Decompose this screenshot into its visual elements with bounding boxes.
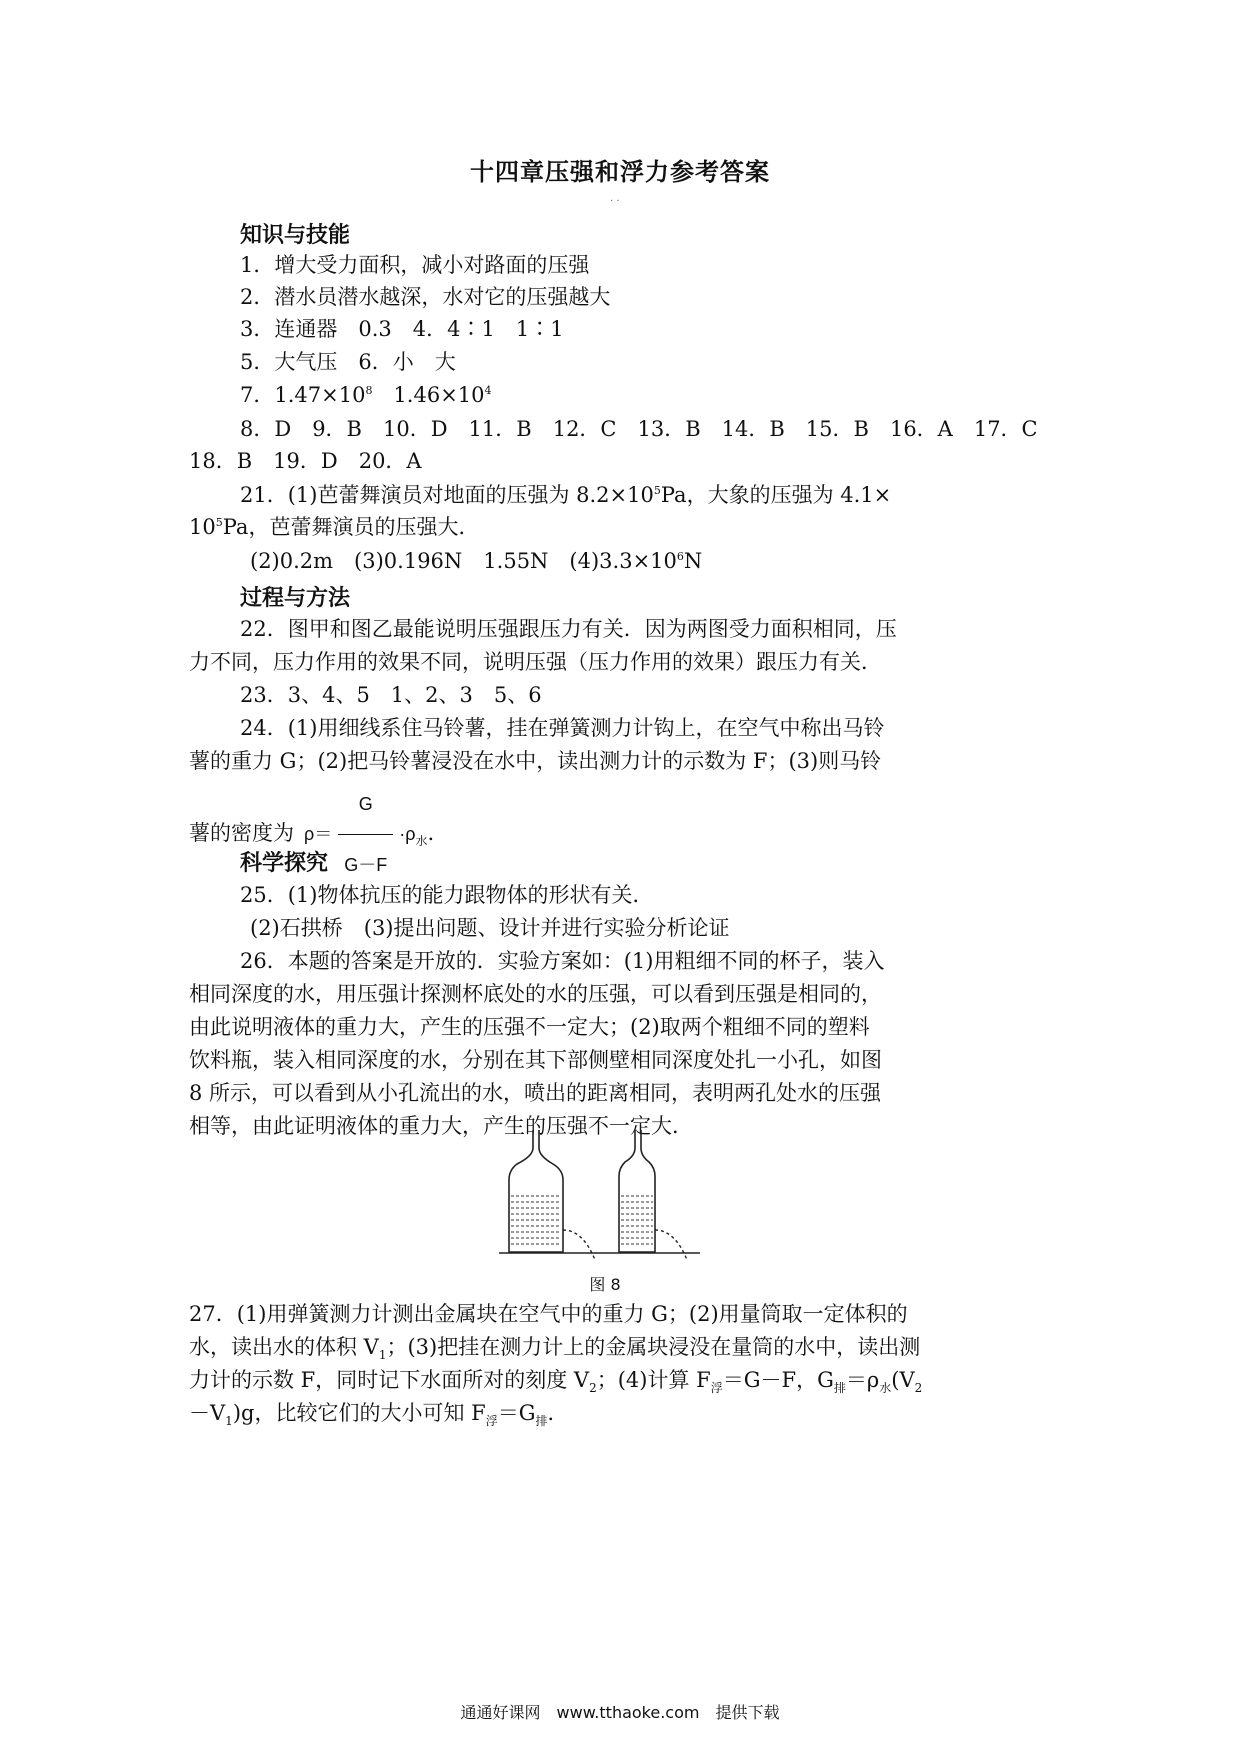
answer-27-sub1: 1 (378, 1348, 387, 1363)
answer-24-line1: 24．(1)用细线系住马铃薯，挂在弹簧测力计钩上，在空气中称出马铃 (240, 716, 885, 740)
left-water-jet (563, 1230, 595, 1260)
answer-27-sub9: 排 (535, 1414, 548, 1429)
right-bottle (619, 1130, 655, 1252)
answer-21-exp3: 6 (676, 550, 684, 563)
scan-specks: · · (610, 196, 620, 207)
right-water-jet (655, 1230, 687, 1260)
answer-8-17: 8．D 9．B 10．D 11．B 12．C 13．B 14．B 15．B 16．A 17．C (240, 417, 1038, 441)
answer-27-line4 (189, 1399, 569, 1427)
answer-27-sub6: 2 (914, 1381, 923, 1396)
answer-24-text: 薯的密度为 (189, 821, 294, 845)
section-heading-inquiry: 科学探究 (240, 851, 329, 876)
answer-27-text8: －V (189, 1401, 226, 1425)
answer-7-exp1: 8 (365, 384, 373, 397)
answer-27-sub8: 浮 (485, 1414, 498, 1429)
answer-26-line2: 相同深度的水，用压强计探测杯底处的水的压强，可以看到压强是相同的， (189, 982, 882, 1006)
answer-23: 23．3、4、5 1、2、3 5、6 (240, 683, 542, 707)
answer-25-line1: 25．(1)物体抗压的能力跟物体的形状有关． (240, 883, 654, 907)
answer-27-text5: ＝G－F，G (722, 1368, 834, 1392)
answer-26-line5: 8 所示，可以看到从小孔流出的水，喷出的距离相同，表明两孔处水的压强 (189, 1081, 882, 1105)
formula-subscript: 水 (415, 834, 428, 849)
answer-27-text9: )g，比较它们的大小可知 F (232, 1401, 486, 1425)
answer-27-text7: (V (891, 1368, 915, 1392)
right-bottle-water (621, 1196, 653, 1244)
answer-27-text10: ＝G (497, 1401, 536, 1425)
answer-27-sub7: 1 (225, 1414, 233, 1429)
answer-24-line2: 薯的重力 G；(2)把马铃薯浸没在水中，读出测力计的示数为 F；(3)则马铃 (189, 749, 882, 773)
fraction-numerator: G (338, 776, 393, 835)
answer-27-line1: 27．(1)用弹簧测力计测出金属块在空气中的重力 G；(2)用量筒取一定体积的 (189, 1302, 908, 1326)
answer-7-part2: 1.46×10 (372, 383, 485, 407)
figure-caption: 图 8 (589, 1275, 621, 1294)
answer-27-text2: ；(3)把挂在测力计上的金属块浸没在量筒的水中，读出测 (386, 1335, 921, 1359)
answer-21-exp2: 5 (215, 516, 223, 529)
answer-26-line3: 由此说明液体的重力大，产生的压强不一定大；(2)取两个粗细不同的塑料 (189, 1015, 870, 1039)
answer-21-text1: 21．(1)芭蕾舞演员对地面的压强为 8.2×10 (240, 483, 654, 507)
formula-rhs: ·ρ (399, 824, 416, 844)
answer-27-text11: ． (547, 1401, 569, 1425)
answer-27-text1: 水，读出水的体积 V (189, 1335, 379, 1359)
figure-8-bottles (495, 1130, 715, 1265)
answer-3-4: 3．连通器 0.3 4．4∶1 1∶1 (240, 317, 564, 341)
fraction-denominator: G－F (344, 855, 388, 875)
answer-22-line2: 力不同，压力作用的效果不同，说明压强（压力作用的效果）跟压力有关． (189, 650, 882, 674)
answer-21-text4: Pa，芭蕾舞演员的压强大． (222, 515, 480, 539)
answer-27-sub2: 2 (589, 1381, 597, 1396)
answer-2: 2．潜水员潜水越深，水对它的压强越大 (240, 285, 611, 309)
answer-21-exp1: 5 (653, 484, 661, 497)
answer-21-text2: Pa，大象的压强为 4.1× (660, 483, 892, 507)
answer-26-line4: 饮料瓶，装入相同深度的水，分别在其下部侧壁相同深度处扎一小孔，如图 (189, 1048, 882, 1072)
page-title: 十四章压强和浮力参考答案 (470, 158, 770, 186)
answer-22-line1: 22．图甲和图乙最能说明压强跟压力有关．因为两图受力面积相同，压 (240, 617, 897, 641)
formula-lhs: ρ＝ (304, 824, 333, 844)
answer-27-text4: ；(4)计算 F (596, 1368, 711, 1392)
answer-27-sub3: 浮 (710, 1381, 723, 1396)
section-heading-process: 过程与方法 (240, 586, 351, 611)
left-bottle (509, 1130, 563, 1252)
formula-end: . (427, 821, 435, 845)
answer-27-text6: ＝ρ (845, 1368, 880, 1392)
answer-21-text6: N (683, 549, 703, 573)
answer-27-line2 (189, 1333, 920, 1361)
answer-21-line1 (240, 481, 891, 509)
answer-7 (240, 381, 492, 409)
answer-21-text3: 10 (189, 515, 216, 539)
left-bottle-water (511, 1196, 561, 1244)
answer-26-line6: 相等，由此证明液体的重力大，产生的压强不一定大． (189, 1114, 693, 1138)
answer-5-6: 5．大气压 6．小 大 (240, 350, 456, 374)
answer-1: 1．增大受力面积，减小对路面的压强 (240, 253, 590, 277)
answer-7-part1: 7．1.47×10 (240, 383, 366, 407)
answer-7-exp2: 4 (484, 384, 492, 397)
answer-21-line3 (250, 547, 702, 575)
answer-27-sub4: 排 (833, 1381, 846, 1396)
answer-27-sub5: 水 (879, 1381, 892, 1396)
answer-25-line2: (2)石拱桥 (3)提出问题、设计并进行实验分析论证 (250, 916, 730, 940)
page-footer: 通通好课网 www.tthaoke.com 提供下载 (460, 1703, 780, 1722)
answer-27-line3 (189, 1366, 922, 1394)
section-heading-knowledge: 知识与技能 (240, 223, 351, 248)
answer-27-text3: 力计的示数 F，同时记下水面所对的刻度 V (189, 1368, 590, 1392)
answer-18-20: 18．B 19．D 20．A (189, 449, 422, 473)
answer-21-line2 (189, 513, 479, 541)
density-fraction (338, 776, 393, 893)
answer-26-line1: 26．本题的答案是开放的．实验方案如：(1)用粗细不同的杯子，装入 (240, 949, 885, 973)
answer-21-text5: (2)0.2m (3)0.196N 1.55N (4)3.3×10 (250, 549, 677, 573)
